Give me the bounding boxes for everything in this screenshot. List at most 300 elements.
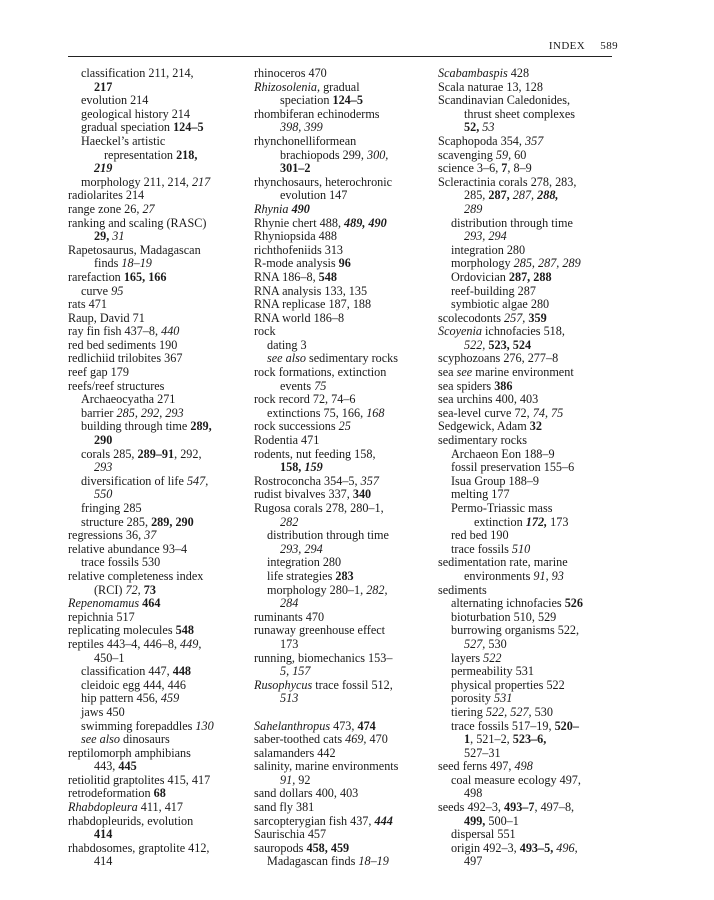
- index-subline: [438, 597, 614, 611]
- entry-text: 458, 459: [306, 840, 350, 855]
- entry-text: 449,: [180, 636, 202, 651]
- entry-text: see: [456, 365, 473, 380]
- entry-text: 124–5: [173, 120, 204, 135]
- index-entry: [438, 176, 614, 190]
- index-subline: [68, 67, 244, 81]
- index-subline: [68, 176, 244, 190]
- entry-text: permeability 531: [451, 664, 534, 679]
- index-subline: [438, 543, 614, 557]
- index-entry: [254, 81, 432, 95]
- entry-text: 300,: [367, 147, 389, 162]
- index-subline: [438, 692, 614, 706]
- entry-text: Archaeocyatha 271: [81, 392, 176, 407]
- index-subline: [254, 121, 432, 135]
- index-subline: [438, 285, 614, 299]
- entry-text: rock: [254, 324, 276, 339]
- page-number: 589: [600, 40, 618, 52]
- index-subline: [254, 692, 432, 706]
- running-head: [549, 40, 618, 54]
- index-subline: [438, 257, 614, 271]
- entry-text: coal measure ecology 497,: [451, 772, 581, 787]
- entry-text: geological history 214: [81, 106, 190, 121]
- index-column-2: [254, 67, 432, 869]
- index-subline: [68, 828, 244, 842]
- index-entry: [438, 434, 614, 448]
- entry-text: sea spiders: [438, 378, 495, 393]
- entry-text: reptilomorph amphibians: [68, 745, 191, 760]
- entry-text: Sedgewick, Adam: [438, 419, 530, 434]
- entry-text: Ordovician: [451, 269, 509, 284]
- index-subline: [438, 665, 614, 679]
- index-entry: [438, 407, 614, 421]
- index-subline: [438, 679, 614, 693]
- entry-text: thrust sheet complexes: [464, 106, 576, 121]
- entry-text: 522: [483, 650, 502, 665]
- index-subline: [68, 516, 244, 530]
- index-column-3: [438, 67, 614, 869]
- entry-text: reefs/reef structures: [68, 378, 165, 393]
- entry-text: Scleractinia corals 278, 283,: [438, 174, 577, 189]
- index-entry: [254, 203, 432, 217]
- entry-text: regressions 36,: [68, 528, 145, 543]
- entry-text: ichnofacies 518,: [482, 324, 565, 339]
- entry-text: classification 211, 214,: [81, 66, 194, 80]
- index-entry: [254, 502, 432, 516]
- index-subline: [438, 516, 614, 530]
- index-entry: [438, 556, 614, 570]
- entry-text: Raup, David 71: [68, 310, 145, 325]
- entry-text: Scaphopoda 354,: [438, 133, 525, 148]
- entry-text: trace fossils: [451, 541, 512, 556]
- index-entry: [254, 366, 432, 380]
- index-entry: [438, 584, 614, 598]
- entry-text: Repenomamus: [68, 596, 140, 611]
- entry-text: RNA replicase 187, 188: [254, 297, 372, 312]
- entry-text: barrier: [81, 405, 117, 420]
- entry-text: 445: [118, 759, 137, 774]
- index-entry: [68, 339, 244, 353]
- index-subline: [254, 597, 432, 611]
- entry-text: repichnia 517: [68, 609, 135, 624]
- index-subline: [254, 94, 432, 108]
- entry-text: 287, 288: [508, 269, 552, 284]
- index-entry: [254, 312, 432, 326]
- entry-text: salinity, marine environments: [254, 759, 399, 774]
- entry-text: 357: [360, 473, 379, 488]
- entry-text: 37: [144, 528, 157, 543]
- index-entry: [254, 815, 432, 829]
- entry-text: 498: [464, 786, 483, 801]
- entry-text: retiolitid graptolites 415, 417: [68, 772, 211, 787]
- entry-text: 500–1: [485, 813, 519, 828]
- entry-text: scavenging: [438, 147, 496, 162]
- entry-text: tiering: [451, 704, 486, 719]
- entry-text: fossil preservation 155–6: [451, 460, 575, 475]
- entry-text: 469,: [345, 732, 367, 747]
- index-entry: [68, 815, 244, 829]
- index-entry: [68, 638, 244, 652]
- entry-text: 530: [531, 704, 553, 719]
- entry-text: 550: [94, 487, 113, 502]
- index-subline: [254, 516, 432, 530]
- index-subline: [438, 488, 614, 502]
- entry-text: 130: [195, 718, 214, 733]
- entry-text: 218,: [176, 147, 198, 162]
- entry-text: 527,: [464, 636, 486, 651]
- entry-text: trace fossil 512,: [312, 677, 393, 692]
- entry-text: (RCI): [94, 582, 126, 597]
- index-subline: [438, 448, 614, 462]
- entry-text: 173: [280, 636, 299, 651]
- index-subline: [438, 189, 614, 203]
- entry-text: 443,: [94, 759, 119, 774]
- entry-text: environments: [464, 568, 534, 583]
- entry-text: integration 280: [267, 555, 342, 570]
- index-subline: [438, 828, 614, 842]
- entry-text: rhinoceros 470: [254, 66, 327, 80]
- index-entry: [68, 352, 244, 366]
- entry-text: 159: [304, 460, 323, 475]
- index-subline: [254, 556, 432, 570]
- entry-text: 444: [374, 813, 393, 828]
- entry-text: 523–6,: [512, 732, 547, 747]
- entry-text: Rhynie chert 488,: [254, 215, 345, 230]
- entry-text: RNA world 186–8: [254, 310, 345, 325]
- entry-text: morphology: [451, 256, 514, 271]
- index-entry: [68, 624, 244, 638]
- entry-text: range zone 26,: [68, 201, 143, 216]
- entry-text: 289: [464, 201, 483, 216]
- entry-text: porosity: [451, 691, 494, 706]
- entry-text: relative abundance 93–4: [68, 541, 188, 556]
- entry-text: ruminants 470: [254, 609, 325, 624]
- entry-text: reptiles 443–4, 446–8,: [68, 636, 181, 651]
- entry-text: distribution through time: [267, 528, 389, 543]
- entry-text: 513: [280, 691, 299, 706]
- index-entry: [68, 189, 244, 203]
- entry-text: 474: [357, 718, 376, 733]
- index-subline: [68, 149, 244, 163]
- entry-text: 18–19: [121, 256, 152, 271]
- index-entry: [254, 801, 432, 815]
- entry-text: sea-level curve 72,: [438, 405, 533, 420]
- entry-text: symbiotic algae 280: [451, 297, 550, 312]
- entry-text: 411, 417: [137, 800, 183, 815]
- entry-text: 25: [338, 419, 351, 434]
- entry-text: diversification of life: [81, 473, 187, 488]
- entry-text: gradual speciation: [81, 120, 174, 135]
- entry-text: 285, 292, 293: [116, 405, 184, 420]
- index-subline: [438, 842, 614, 856]
- entry-text: structure 285,: [81, 514, 152, 529]
- entry-text: trace fossils 530: [81, 555, 161, 570]
- index-entry: [254, 747, 432, 761]
- entry-text: Scala naturae 13, 128: [438, 79, 543, 94]
- entry-text: 91, 93: [533, 568, 564, 583]
- index-entry: [254, 488, 432, 502]
- index-subline: [254, 570, 432, 584]
- index-entry: [254, 448, 432, 462]
- entry-text: , 292,: [174, 446, 202, 461]
- entry-text: , 497–8,: [534, 800, 575, 815]
- entry-text: 59,: [495, 147, 512, 162]
- entry-text: 53: [482, 120, 495, 135]
- entry-text: 547,: [186, 473, 209, 488]
- entry-text: sea: [438, 365, 457, 380]
- entry-text: seed ferns 497,: [438, 759, 515, 774]
- index-subline: [254, 162, 432, 176]
- index-entry: [438, 801, 614, 815]
- entry-text: morphology 280–1,: [267, 582, 367, 597]
- index-entry: [68, 325, 244, 339]
- entry-text: 92: [295, 772, 311, 787]
- entry-text: classification 447,: [81, 664, 173, 679]
- index-entry: [438, 366, 614, 380]
- entry-text: jaws 450: [81, 704, 125, 719]
- entry-text: 217: [94, 79, 113, 94]
- index-entry: [254, 217, 432, 231]
- index-entry: [254, 244, 432, 258]
- index-subline: [438, 611, 614, 625]
- entry-text: Rhabdopleura: [68, 800, 138, 815]
- entry-text: 95: [111, 283, 124, 298]
- index-subline: [68, 285, 244, 299]
- index-entry: [68, 529, 244, 543]
- entry-text: , 521–2,: [470, 732, 513, 747]
- entry-text: 285, 287, 289: [513, 256, 581, 271]
- entry-text: reef gap 179: [68, 365, 129, 380]
- entry-text: 493–7: [504, 800, 535, 815]
- index-subline: [68, 420, 244, 434]
- entry-text: building through time: [81, 419, 191, 434]
- entry-text: 548: [318, 269, 337, 284]
- index-subline: [68, 257, 244, 271]
- entry-text: 289,: [190, 419, 212, 434]
- index-subline: [438, 815, 614, 829]
- entry-text: 96: [338, 256, 351, 271]
- index-entry: [68, 543, 244, 557]
- entry-text: richthofeniids 313: [254, 242, 344, 257]
- entry-text: 124–5: [332, 93, 363, 108]
- index-subline: [438, 787, 614, 801]
- entry-text: 282,: [366, 582, 388, 597]
- entry-text: sarcopterygian fish 437,: [254, 813, 375, 828]
- entry-text: 448: [172, 664, 192, 679]
- index-subline: [254, 352, 432, 366]
- entry-text: fringing 285: [81, 501, 142, 515]
- index-subline: [438, 624, 614, 638]
- entry-text: 493–5,: [519, 840, 557, 855]
- entry-text: origin 492–3,: [451, 840, 520, 855]
- index-entry: [438, 393, 614, 407]
- entry-text: gradual: [320, 79, 360, 94]
- entry-text: 27: [142, 201, 155, 216]
- index-subline: [68, 81, 244, 95]
- entry-text: 290: [94, 433, 113, 448]
- index-entry: [254, 434, 432, 448]
- index-subline: [438, 108, 614, 122]
- index-entry: [68, 801, 244, 815]
- entry-text: ranking and scaling (RASC): [68, 215, 207, 230]
- index-subline: [68, 692, 244, 706]
- entry-text: RNA analysis 133, 135: [254, 283, 368, 298]
- entry-text: burrowing organisms 522,: [451, 623, 580, 638]
- index-subline: [68, 393, 244, 407]
- index-entry: [68, 366, 244, 380]
- entry-text: swimming forepaddles: [81, 718, 196, 733]
- index-subline: [438, 652, 614, 666]
- entry-text: rhynchosaurs, heterochronic: [254, 174, 393, 189]
- index-subline: [68, 135, 244, 149]
- entry-text: rhombiferan echinoderms: [254, 106, 380, 121]
- entry-text: reef-building 287: [451, 283, 536, 298]
- index-entry: [68, 570, 244, 584]
- index-subline: [438, 203, 614, 217]
- entry-text: 464: [142, 596, 161, 611]
- index-entry: [438, 67, 614, 81]
- index-subline: [438, 720, 614, 734]
- index-entry: [438, 135, 614, 149]
- entry-text: dating 3: [267, 337, 307, 352]
- entry-text: trace fossils 517–19,: [451, 718, 555, 733]
- entry-text: relative completeness index: [68, 568, 204, 583]
- entry-text: 340: [352, 487, 372, 502]
- entry-text: rats 471: [68, 297, 107, 312]
- index-entry: [438, 149, 614, 163]
- entry-text: 60: [511, 147, 527, 162]
- entry-text: 473,: [330, 718, 358, 733]
- entry-text: 459: [160, 691, 180, 706]
- entry-text: representation: [104, 147, 177, 162]
- letter-gap: [254, 706, 432, 720]
- index-entry: [254, 285, 432, 299]
- entry-text: saber-toothed cats: [254, 732, 346, 747]
- entry-text: 29,: [94, 229, 113, 244]
- index-entry: [254, 733, 432, 747]
- entry-text: sedimentary rocks: [305, 351, 398, 366]
- index-entry: [254, 652, 432, 666]
- entry-text: 18–19: [358, 854, 389, 869]
- index-entry: [438, 94, 614, 108]
- entry-text: 489, 490: [344, 215, 387, 230]
- entry-text: 75: [314, 378, 327, 393]
- entry-text: 414: [94, 827, 113, 842]
- entry-text: extinctions 75, 166,: [267, 405, 367, 420]
- index-subline: [254, 584, 432, 598]
- running-head-title: INDEX: [548, 40, 586, 52]
- index-entry: [254, 842, 432, 856]
- index-entry: [68, 217, 244, 231]
- index-entry: [438, 162, 614, 176]
- entry-text: rock record 72, 74–6: [254, 392, 356, 407]
- entry-text: 287,: [512, 188, 538, 203]
- entry-text: 398, 399: [280, 120, 323, 135]
- entry-text: 301–2: [280, 161, 311, 176]
- index-subline: [254, 380, 432, 394]
- index-entry: [254, 420, 432, 434]
- index-entry: [68, 244, 244, 258]
- entry-text: Haeckel’s artistic: [81, 133, 166, 148]
- entry-text: dinosaurs: [119, 732, 170, 747]
- index-subline: [438, 529, 614, 543]
- entry-text: 7: [501, 161, 508, 176]
- index-entry: [438, 312, 614, 326]
- index-subline: [68, 434, 244, 448]
- entry-text: Rhyniopsida 488: [254, 229, 337, 244]
- index-entry: [254, 257, 432, 271]
- entry-text: 165, 166: [123, 269, 167, 284]
- index-entry: [438, 380, 614, 394]
- index-entry: [254, 135, 432, 149]
- index-entry: [438, 760, 614, 774]
- entry-text: Madagascan finds: [267, 854, 359, 869]
- index-column-1: [68, 67, 244, 869]
- index-subline: [68, 733, 244, 747]
- entry-text: Saurischia 457: [254, 827, 327, 842]
- entry-text: rhabdopleurids, evolution: [68, 813, 194, 828]
- index-subline: [438, 855, 614, 869]
- entry-text: R-mode analysis: [254, 256, 339, 271]
- index-subline: [68, 448, 244, 462]
- index-entry: [254, 720, 432, 734]
- entry-text: dispersal 551: [451, 827, 516, 842]
- entry-text: Rodentia 471: [254, 433, 320, 448]
- index-subline: [254, 149, 432, 163]
- index-subline: [68, 488, 244, 502]
- entry-text: 72,: [125, 582, 144, 597]
- entry-text: running, biomechanics 153–: [254, 650, 393, 665]
- entry-text: 1: [464, 732, 471, 747]
- index-entry: [68, 774, 244, 788]
- entry-text: 496,: [556, 840, 578, 855]
- entry-text: 293: [94, 460, 113, 475]
- entry-text: 68: [153, 786, 166, 801]
- index-entry: [68, 312, 244, 326]
- entry-text: 158,: [280, 460, 305, 475]
- entry-text: radiolarites 214: [68, 188, 145, 203]
- index-subline: [438, 121, 614, 135]
- entry-text: 74, 75: [532, 405, 564, 420]
- entry-text: Archaeon Eon 188–9: [451, 446, 555, 461]
- entry-text: rudist bivalves 337,: [254, 487, 353, 502]
- entry-text: integration 280: [451, 242, 526, 257]
- entry-text: rodents, nut feeding 158,: [254, 446, 376, 461]
- index-entry: [254, 67, 432, 81]
- entry-text: Scandinavian Caledonides,: [438, 93, 570, 108]
- index-entry: [254, 298, 432, 312]
- index-entry: [438, 420, 614, 434]
- index-entry: [254, 475, 432, 489]
- index-entry: [68, 380, 244, 394]
- index-subline: [68, 706, 244, 720]
- index-entry: [254, 787, 432, 801]
- entry-text: 282: [280, 514, 299, 529]
- entry-text: 73: [143, 582, 156, 597]
- entry-text: runaway greenhouse effect: [254, 623, 386, 638]
- entry-text: rhynchonelliformean: [254, 133, 357, 148]
- index-entry: [438, 81, 614, 95]
- entry-text: , 8–9: [507, 161, 532, 176]
- index-subline: [68, 665, 244, 679]
- index-subline: [438, 230, 614, 244]
- entry-text: 288,: [537, 188, 559, 203]
- index-subline: [254, 529, 432, 543]
- index-subline: [254, 543, 432, 557]
- entry-text: 526: [564, 596, 583, 611]
- index-entry: [68, 203, 244, 217]
- entry-text: salamanders 442: [254, 745, 336, 760]
- index-subline: [254, 855, 432, 869]
